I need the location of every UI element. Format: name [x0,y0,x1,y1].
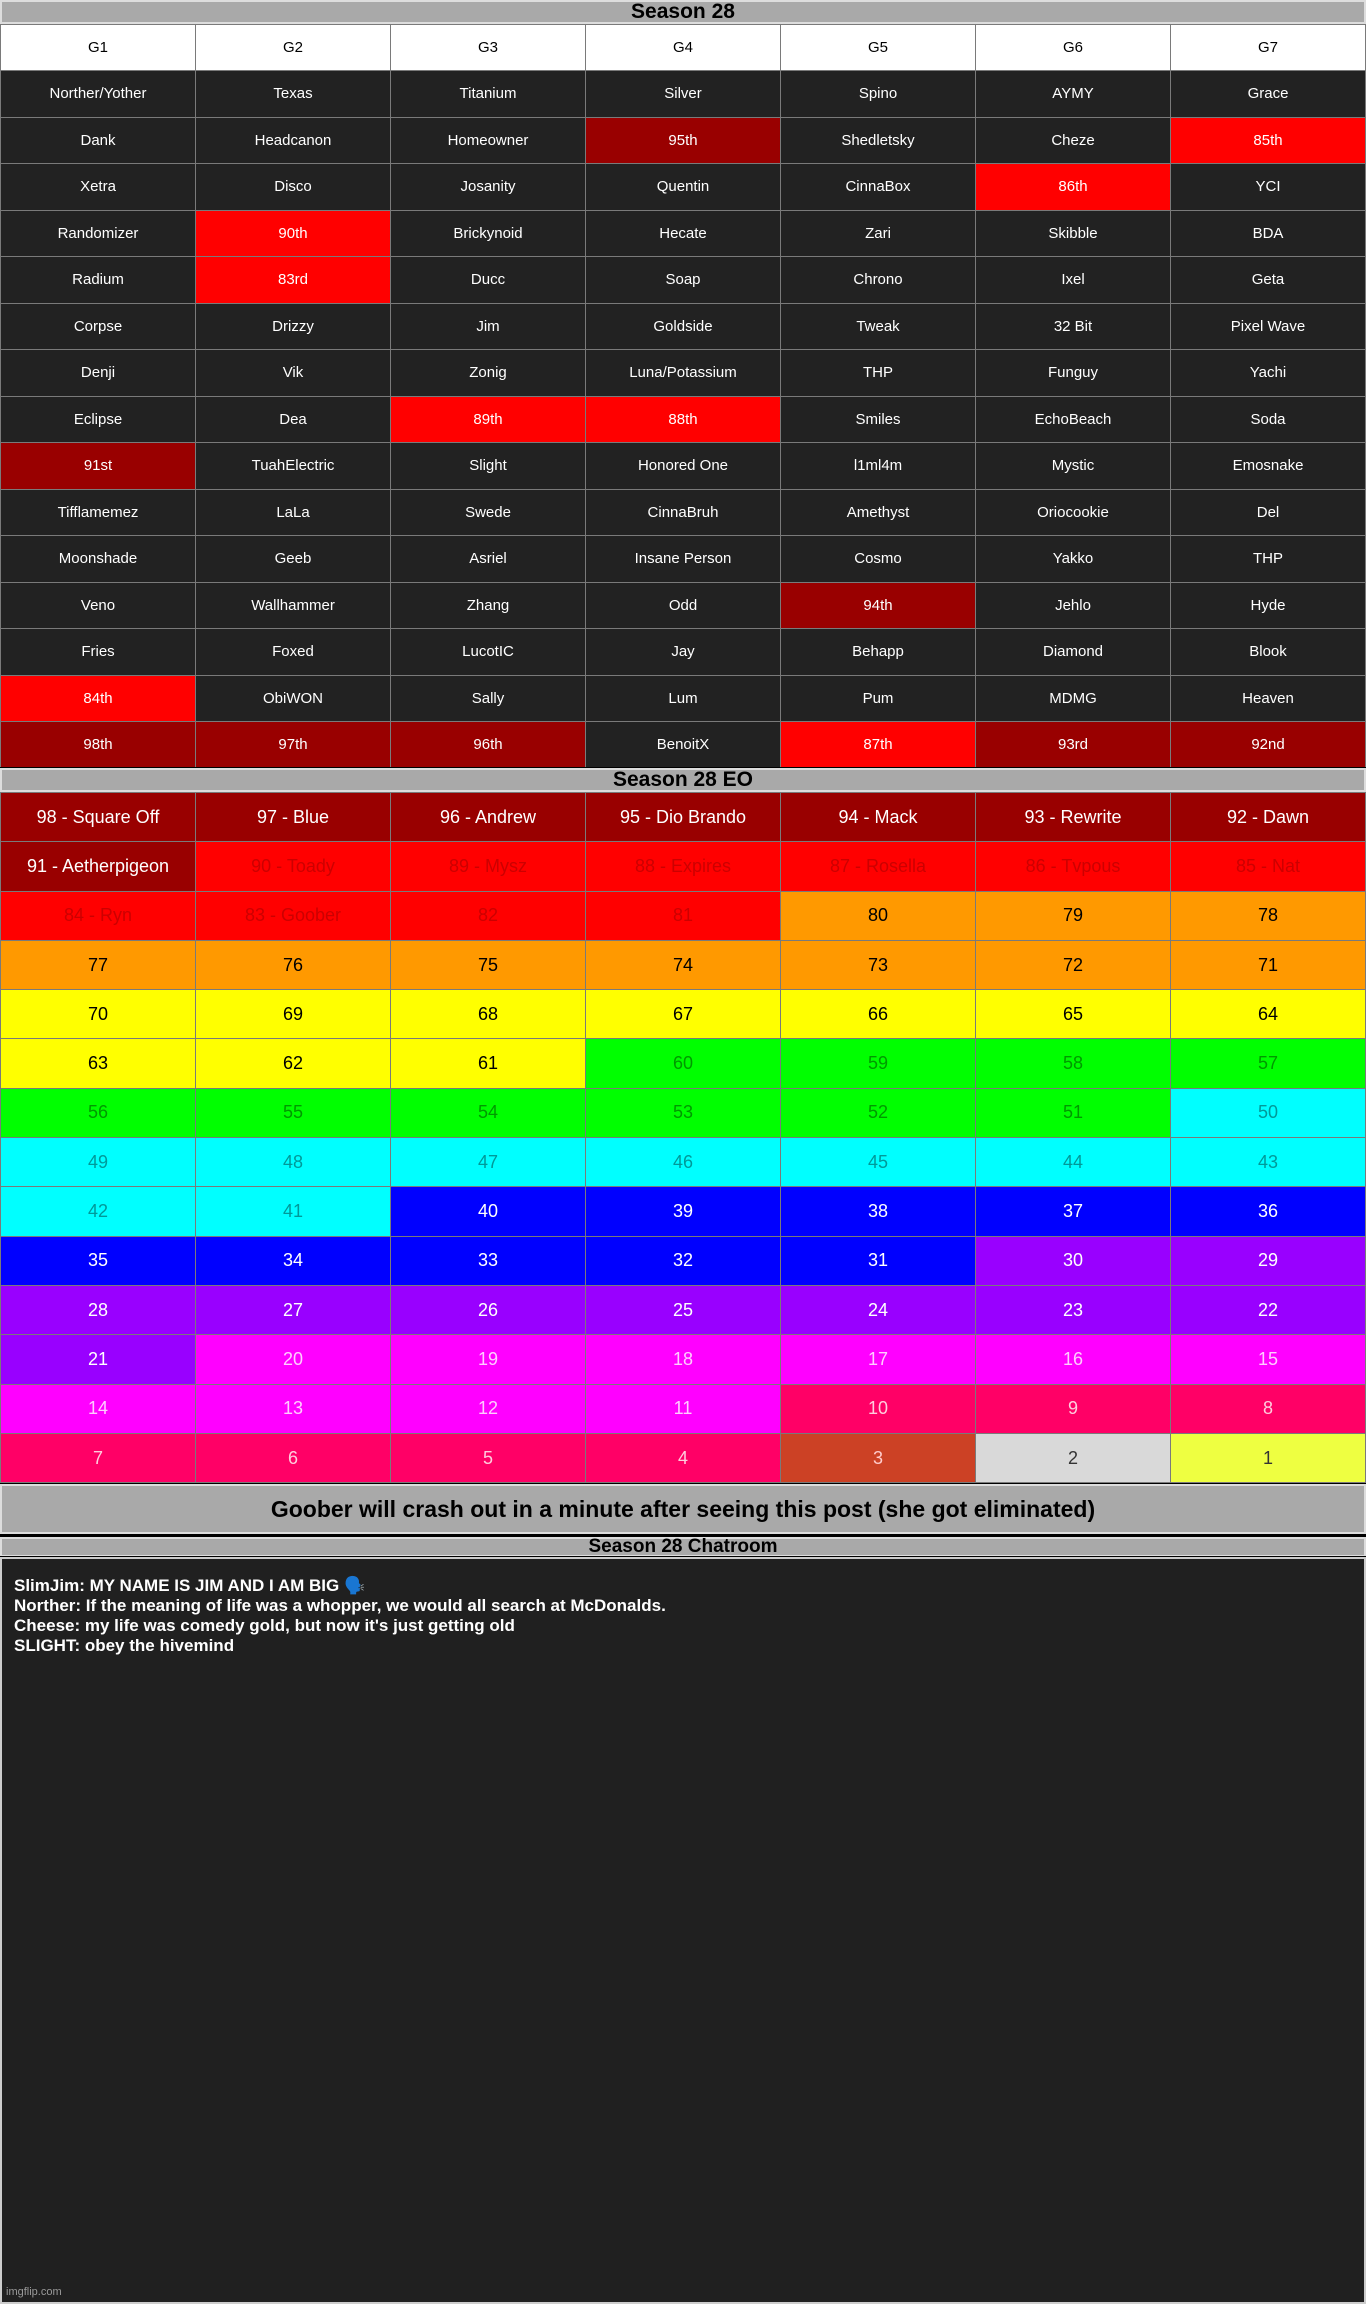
eo-cell: 50 [1171,1088,1366,1137]
player-cell: Skibble [976,210,1171,257]
eo-cell: 19 [391,1335,586,1384]
eo-cell: 69 [196,990,391,1039]
player-cell: YCI [1171,164,1366,211]
table-row [1,793,1366,842]
table-row [1,1187,1366,1236]
eo-cell: 57 [1171,1039,1366,1088]
player-cell: Pixel Wave [1171,303,1366,350]
player-cell: Radium [1,257,196,304]
eo-cell: 64 [1171,990,1366,1039]
eliminated-cell: 84th [1,675,196,722]
eo-cell: 2 [976,1433,1171,1482]
eo-cell: 91 - Aetherpigeon [1,842,196,891]
player-cell: Dea [196,396,391,443]
player-cell: Jim [391,303,586,350]
eliminated-cell: 98th [1,722,196,769]
player-cell: Denji [1,350,196,397]
watermark: imgflip.com [6,2286,62,2298]
eo-cell: 18 [586,1335,781,1384]
eo-cell: 53 [586,1088,781,1137]
eo-cell: 4 [586,1433,781,1482]
player-cell: Zari [781,210,976,257]
player-cell: Oriocookie [976,489,1171,536]
player-cell: Tweak [781,303,976,350]
table-row [1,1335,1366,1384]
table-row [1,443,1366,490]
player-cell: Hecate [586,210,781,257]
player-cell: Disco [196,164,391,211]
season-groups-table [0,24,1366,769]
player-cell: Fries [1,629,196,676]
eo-cell: 82 [391,891,586,940]
eo-cell: 60 [586,1039,781,1088]
eo-cell: 66 [781,990,976,1039]
player-cell: Spino [781,71,976,118]
table-row [1,303,1366,350]
chat-messages [14,1576,666,1656]
table-row [1,71,1366,118]
eo-cell: 84 - Ryn [1,891,196,940]
banner: Goober will crash out in a minute after seeing this post (she got eliminated) [0,1484,1366,1534]
player-cell: Foxed [196,629,391,676]
eo-cell: 24 [781,1285,976,1334]
eliminated-cell: 96th [391,722,586,769]
table-row [1,842,1366,891]
eo-cell: 72 [976,940,1171,989]
eo-cell: 29 [1171,1236,1366,1285]
player-cell: Veno [1,582,196,629]
eo-cell: 12 [391,1384,586,1433]
player-cell: Emosnake [1171,443,1366,490]
player-cell: THP [1171,536,1366,583]
eo-cell: 76 [196,940,391,989]
eo-cell: 23 [976,1285,1171,1334]
eo-cell: 98 - Square Off [1,793,196,842]
eo-cell: 10 [781,1384,976,1433]
player-cell: Vik [196,350,391,397]
eo-cell: 96 - Andrew [391,793,586,842]
player-cell: Soda [1171,396,1366,443]
eo-cell: 83 - Goober [196,891,391,940]
player-cell: Insane Person [586,536,781,583]
player-cell: Zhang [391,582,586,629]
eo-cell: 73 [781,940,976,989]
player-cell: Pum [781,675,976,722]
eo-cell: 43 [1171,1138,1366,1187]
eo-cell: 93 - Rewrite [976,793,1171,842]
group-header: G2 [196,25,391,71]
player-cell: Blook [1171,629,1366,676]
group-header: G4 [586,25,781,71]
group-header: G5 [781,25,976,71]
group-header: G3 [391,25,586,71]
eo-cell: 44 [976,1138,1171,1187]
player-cell: Drizzy [196,303,391,350]
eo-cell: 81 [586,891,781,940]
player-cell: Ducc [391,257,586,304]
player-cell: Goldside [586,303,781,350]
eliminated-cell: 91st [1,443,196,490]
eo-cell: 11 [586,1384,781,1433]
eo-cell: 65 [976,990,1171,1039]
player-cell: LaLa [196,489,391,536]
group-header: G7 [1171,25,1366,71]
player-cell: Homeowner [391,117,586,164]
eo-cell: 63 [1,1039,196,1088]
chat-message: Cheese: my life was comedy gold, but now it's just getting old [14,1616,515,1635]
player-cell: MDMG [976,675,1171,722]
eo-cell: 39 [586,1187,781,1236]
chatroom [0,1557,1366,2304]
table-row [1,1236,1366,1285]
table-row [1,1088,1366,1137]
player-cell: CinnaBruh [586,489,781,536]
eo-cell: 85 - Nat [1171,842,1366,891]
table-row [1,990,1366,1039]
table-row [1,722,1366,769]
eo-title: Season 28 EO [0,768,1366,792]
eo-cell: 42 [1,1187,196,1236]
eo-cell: 27 [196,1285,391,1334]
table-row [1,1039,1366,1088]
table-row [1,1285,1366,1334]
eo-table [0,792,1366,1483]
eo-cell: 86 - Tvpous [976,842,1171,891]
eo-cell: 88 - Expires [586,842,781,891]
player-cell: Smiles [781,396,976,443]
player-cell: Jehlo [976,582,1171,629]
eo-cell: 97 - Blue [196,793,391,842]
player-cell: Randomizer [1,210,196,257]
table-row [1,396,1366,443]
player-cell: Yakko [976,536,1171,583]
eo-cell: 28 [1,1285,196,1334]
player-cell: Luna/Potassium [586,350,781,397]
eliminated-cell: 87th [781,722,976,769]
eo-cell: 3 [781,1433,976,1482]
table-row [1,210,1366,257]
eo-cell: 22 [1171,1285,1366,1334]
player-cell: Mystic [976,443,1171,490]
eo-cell: 51 [976,1088,1171,1137]
player-cell: Odd [586,582,781,629]
eo-cell: 32 [586,1236,781,1285]
player-cell: Quentin [586,164,781,211]
player-cell: ObiWON [196,675,391,722]
player-cell: LucotIC [391,629,586,676]
eo-cell: 52 [781,1088,976,1137]
group-header: G6 [976,25,1171,71]
eo-cell: 79 [976,891,1171,940]
eo-cell: 94 - Mack [781,793,976,842]
table-row [1,489,1366,536]
eo-cell: 54 [391,1088,586,1137]
player-cell: Brickynoid [391,210,586,257]
player-cell: Cheze [976,117,1171,164]
eo-cell: 14 [1,1384,196,1433]
eo-cell: 70 [1,990,196,1039]
player-cell: Slight [391,443,586,490]
player-cell: Josanity [391,164,586,211]
player-cell: Eclipse [1,396,196,443]
eo-cell: 62 [196,1039,391,1088]
player-cell: Yachi [1171,350,1366,397]
player-cell: Cosmo [781,536,976,583]
eo-cell: 77 [1,940,196,989]
eo-cell: 6 [196,1433,391,1482]
player-cell: Corpse [1,303,196,350]
eo-cell: 17 [781,1335,976,1384]
season-title: Season 28 [0,0,1366,24]
eliminated-cell: 92nd [1171,722,1366,769]
eo-cell: 5 [391,1433,586,1482]
player-cell: Honored One [586,443,781,490]
eo-cell: 1 [1171,1433,1366,1482]
eo-cell: 55 [196,1088,391,1137]
eo-cell: 40 [391,1187,586,1236]
player-cell: Geeb [196,536,391,583]
table-row [1,582,1366,629]
eo-cell: 74 [586,940,781,989]
eo-cell: 56 [1,1088,196,1137]
eo-cell: 95 - Dio Brando [586,793,781,842]
player-cell: BDA [1171,210,1366,257]
table-row [1,257,1366,304]
chat-message: SLIGHT: obey the hivemind [14,1636,235,1655]
player-cell: Geta [1171,257,1366,304]
eliminated-cell: 83rd [196,257,391,304]
eliminated-cell: 95th [586,117,781,164]
eo-cell: 58 [976,1039,1171,1088]
eo-cell: 37 [976,1187,1171,1236]
group-header: G1 [1,25,196,71]
eo-cell: 45 [781,1138,976,1187]
eo-cell: 21 [1,1335,196,1384]
eo-cell: 68 [391,990,586,1039]
eo-cell: 92 - Dawn [1171,793,1366,842]
table-row [1,1433,1366,1482]
eo-cell: 80 [781,891,976,940]
eo-cell: 31 [781,1236,976,1285]
player-cell: Funguy [976,350,1171,397]
player-cell: Zonig [391,350,586,397]
chatroom-title: Season 28 Chatroom [0,1537,1366,1557]
table-row [1,675,1366,722]
player-cell: Wallhammer [196,582,391,629]
eo-cell: 36 [1171,1187,1366,1236]
player-cell: Lum [586,675,781,722]
player-cell: Hyde [1171,582,1366,629]
eo-cell: 7 [1,1433,196,1482]
player-cell: 32 Bit [976,303,1171,350]
player-cell: Silver [586,71,781,118]
player-cell: l1ml4m [781,443,976,490]
table-row [1,117,1366,164]
eo-cell: 35 [1,1236,196,1285]
eo-cell: 48 [196,1138,391,1187]
eo-cell: 78 [1171,891,1366,940]
eo-cell: 61 [391,1039,586,1088]
chat-message: Norther: If the meaning of life was a whopper, we would all search at McDonalds. [14,1596,666,1615]
eo-cell: 47 [391,1138,586,1187]
eo-cell: 75 [391,940,586,989]
player-cell: Heaven [1171,675,1366,722]
eo-cell: 20 [196,1335,391,1384]
player-cell: Texas [196,71,391,118]
table-row [1,891,1366,940]
player-cell: BenoitX [586,722,781,769]
eo-cell: 90 - Toady [196,842,391,891]
eliminated-cell: 85th [1171,117,1366,164]
player-cell: THP [781,350,976,397]
player-cell: Jay [586,629,781,676]
eliminated-cell: 97th [196,722,391,769]
player-cell: Chrono [781,257,976,304]
player-cell: Soap [586,257,781,304]
eo-cell: 89 - Mysz [391,842,586,891]
player-cell: Del [1171,489,1366,536]
group-header-row [1,25,1366,71]
player-cell: Xetra [1,164,196,211]
player-cell: Ixel [976,257,1171,304]
eo-cell: 8 [1171,1384,1366,1433]
player-cell: Diamond [976,629,1171,676]
player-cell: Moonshade [1,536,196,583]
table-row [1,536,1366,583]
player-cell: Tifflamemez [1,489,196,536]
player-cell: Amethyst [781,489,976,536]
player-cell: Norther/Yother [1,71,196,118]
eo-cell: 15 [1171,1335,1366,1384]
player-cell: Grace [1171,71,1366,118]
player-cell: TuahElectric [196,443,391,490]
eliminated-cell: 89th [391,396,586,443]
player-cell: Shedletsky [781,117,976,164]
eo-cell: 46 [586,1138,781,1187]
player-cell: Dank [1,117,196,164]
eliminated-cell: 88th [586,396,781,443]
table-row [1,940,1366,989]
chat-message: SlimJim: MY NAME IS JIM AND I AM BIG 🗣️ [14,1576,366,1595]
table-row [1,350,1366,397]
eliminated-cell: 86th [976,164,1171,211]
eo-cell: 25 [586,1285,781,1334]
player-cell: Sally [391,675,586,722]
player-cell: CinnaBox [781,164,976,211]
eo-cell: 13 [196,1384,391,1433]
eo-cell: 26 [391,1285,586,1334]
eo-cell: 59 [781,1039,976,1088]
table-row [1,1138,1366,1187]
eo-cell: 87 - Rosella [781,842,976,891]
eo-cell: 71 [1171,940,1366,989]
table-row [1,164,1366,211]
player-cell: Titanium [391,71,586,118]
eo-cell: 67 [586,990,781,1039]
eliminated-cell: 93rd [976,722,1171,769]
eo-cell: 41 [196,1187,391,1236]
eliminated-cell: 90th [196,210,391,257]
player-cell: Asriel [391,536,586,583]
player-cell: EchoBeach [976,396,1171,443]
eo-cell: 34 [196,1236,391,1285]
player-cell: Swede [391,489,586,536]
eliminated-cell: 94th [781,582,976,629]
eo-cell: 9 [976,1384,1171,1433]
eo-cell: 33 [391,1236,586,1285]
table-row [1,629,1366,676]
eo-cell: 16 [976,1335,1171,1384]
table-row [1,1384,1366,1433]
eo-cell: 30 [976,1236,1171,1285]
eo-cell: 49 [1,1138,196,1187]
eo-cell: 38 [781,1187,976,1236]
player-cell: Behapp [781,629,976,676]
player-cell: Headcanon [196,117,391,164]
player-cell: AYMY [976,71,1171,118]
